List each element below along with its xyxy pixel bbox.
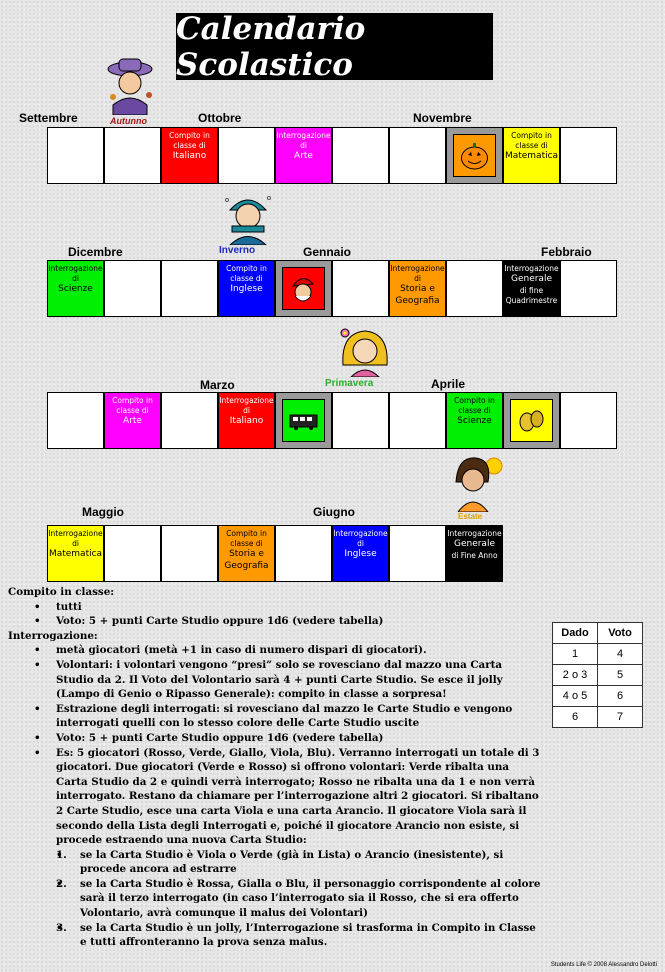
season-spring-label: Primavera [325,378,374,389]
board-space[interactable] [47,127,104,184]
step-text: se la Carta Studio è un jolly, l’Interrogazione si trasforma in Compito in Classe e tutti affronteranno la prova senza malus. [80,921,536,949]
board-space[interactable] [218,127,275,184]
compito-heading: Compito in classe: [8,586,115,598]
cell-subject: Matematica [48,549,103,560]
month-december: Dicembre [68,245,123,259]
board-space-easter[interactable] [503,392,560,449]
cell-line: Compito in [112,396,153,405]
cell-line: Generale [510,274,552,285]
cell-line: Interrogazione [276,131,331,140]
board-space[interactable] [104,525,161,582]
table-row [553,665,643,686]
board-space[interactable] [332,260,389,317]
board-space-compito-italiano[interactable] [161,127,218,184]
bus-icon [283,400,324,441]
board-space-compito-scienze[interactable] [446,392,503,449]
board-space[interactable] [560,127,617,184]
month-may: Maggio [82,505,124,519]
table-row [553,707,643,728]
board-space[interactable] [560,260,617,317]
cell-subject: Italiano [229,416,264,427]
cell-subject: Scienze [58,284,93,295]
month-october: Ottobre [198,111,242,125]
table-cell: 7 [598,707,643,728]
list-item: • Voto: 5 + punti Carte Studio oppure 1d6 (vedere tabella) [34,731,543,746]
board-space-interrogazione-storia-geografia[interactable] [389,260,446,317]
board-space[interactable] [161,392,218,449]
list-item: • Volontari: i volontari vengono “presi” solo se rovesciano dal mazzo una Carta Studio da 2. Il Voto del Volontario sarà 4 + punti Carte Studio. Se esce il jolly (Lampo di Genio o Ripasso Generale): compito in classe a sorpresa! [34,658,543,702]
board-space-christmas[interactable] [275,260,332,317]
table-cell: 4 [598,644,643,665]
cell-line: Interrogazione [390,264,445,273]
page-title: Calendario Scolastico [176,13,493,80]
board-space-compito-matematica[interactable] [503,127,560,184]
board-space[interactable] [446,260,503,317]
cell-subject: Scienze [457,416,492,427]
step-number: • 2. [56,877,67,890]
cell-line: di [243,406,250,416]
month-june: Giugno [313,505,355,519]
cell-subject: Storia e [229,549,264,560]
board-space-interrogazione-scienze[interactable] [47,260,104,317]
cell-subject: Matematica [504,151,559,162]
cell-line: Quadrimestre [505,295,558,305]
table-row [553,686,643,707]
cell-line: classe di [116,406,149,416]
example-text: Es: 5 giocatori (Rosso, Verde, Giallo, Viola, Blu). Verranno interrogati un totale di 3 giocatori. Due giocatori (Verde e Rosso) si offrono volontari: Verde ribalta una Carta Studio da 2 e quindi verrà interrogato; Rosso ne ribalta una da 1 e non verrà interrogato. Restano da chiamare per l’interrogazione altri 2 giocatori. Si ribaltano 2 Carte Studio, esce una carta Viola e una carta Arancio. Il giocatore Viola sarà il secondo della Lista degli Interrogati e, poiché il giocatore Arancio non esiste, si procede estraendo una nuova Carta Studio: [56,746,540,847]
compito-list [8,600,543,629]
cell-line: Interrogazione [219,396,274,405]
list-item [56,848,543,877]
list-item: • metà giocatori (metà +1 in caso di numero dispari di giocatori). [34,643,543,658]
list-item [56,877,543,921]
board-space-interrogazione-matematica[interactable] [47,525,104,582]
board-space[interactable] [389,525,446,582]
list-item: • Estrazione degli interrogati: si rovesciano dal mazzo le Carte Studio e vengono interrogati quelli con lo stesso colore delle Carte Studio uscite [34,702,543,731]
season-winter-label: Inverno [219,245,256,256]
cell-line: di fine [519,285,544,295]
table-cell: 6 [598,686,643,707]
dice-table [552,622,643,728]
board-space[interactable] [332,127,389,184]
board-space-halloween[interactable] [446,127,503,184]
cell-subject: Inglese [344,549,377,560]
cell-line: classe di [230,274,263,284]
cell-line: di [72,539,79,549]
cell-line: Interrogazione [48,264,103,273]
cell-line: di [300,141,307,151]
cell-subject: Italiano [172,151,207,162]
table-cell: 1 [553,644,598,665]
board-space-interrogazione-italiano[interactable] [218,392,275,449]
list-item [34,746,543,950]
month-january: Gennaio [303,245,352,259]
step-text: se la Carta Studio è Viola o Verde (già in Lista) o Arancio (inesistente), si procede ancora ad estrarre [80,848,504,876]
cell-line: classe di [515,141,548,151]
table-cell: 2 o 3 [553,665,598,686]
cell-line: classe di [458,406,491,416]
cell-line: classe di [230,539,263,549]
step-number: • 1. [56,848,67,861]
cell-subject: Geografia [395,295,440,306]
board-space-compito-storia-geografia[interactable] [218,525,275,582]
step-number: • 3. [56,921,67,934]
month-april: Aprile [431,377,466,391]
season-autumn-label: Autunno [110,116,147,126]
cell-line: Compito in [511,131,552,140]
cell-subject: Storia e [400,284,435,295]
month-september: Settembre [19,111,78,125]
table-header-row [553,623,643,644]
interrogazione-list [8,643,543,949]
cell-subject: Arte [294,151,313,162]
cell-line: Compito in [454,396,495,405]
board-space-interrogazione-generale-fine-anno[interactable] [446,525,503,582]
table-row [553,644,643,665]
cell-line: di [414,274,421,284]
board-space-compito-arte[interactable] [104,392,161,449]
cell-line: Interrogazione [504,264,559,273]
board-space-interrogazione-generale-quadrimestre[interactable] [503,260,560,317]
board-space[interactable] [332,392,389,449]
cell-subject: Geografia [224,560,269,571]
list-item: • Voto: 5 + punti Carte Studio oppure 1d6 (vedere tabella) [34,614,543,629]
table-cell: 5 [598,665,643,686]
table-cell: 4 o 5 [553,686,598,707]
interrogazione-heading: Interrogazione: [8,629,98,642]
board-space[interactable] [161,525,218,582]
cell-line: Generale [453,539,495,550]
cell-line: di [357,539,364,549]
winter-boy-illustration [222,190,274,245]
table-cell: 6 [553,707,598,728]
board-space-interrogazione-inglese[interactable] [332,525,389,582]
month-february: Febbraio [541,245,592,259]
board-space[interactable] [389,392,446,449]
cell-line: Interrogazione [333,529,388,538]
summer-girl-illustration [448,452,506,512]
table-header-voto: Voto [598,623,643,644]
cell-line: classe di [173,141,206,151]
cell-line: Compito in [226,264,267,273]
step-text: se la Carta Studio è Rossa, Gialla o Blu, il personaggio corrispondente al colore sarà il terzo interrogato (in caso l’interrogato sia il Rosso, che si era offerto Volontario, avrà comunque il malus dei Volontari) [80,877,541,920]
cell-line: Compito in [226,529,267,538]
cell-line: Interrogazione [447,529,502,538]
cell-subject: Arte [123,416,142,427]
table-header-dado: Dado [553,623,598,644]
credit-text: Students Life © 2008 Alessandro Delotti [550,962,657,968]
board-space[interactable] [161,260,218,317]
board-space-interrogazione-arte[interactable] [275,127,332,184]
list-item: • tutti [34,600,543,615]
month-march: Marzo [200,378,235,392]
cell-line: Compito in [169,131,210,140]
board-space-compito-inglese[interactable] [218,260,275,317]
board-space[interactable] [560,392,617,449]
example-steps [56,848,543,950]
easter-egg-icon [511,400,552,441]
board-space[interactable] [47,392,104,449]
month-november: Novembre [413,111,472,125]
board-space[interactable] [104,260,161,317]
cell-line: di [72,274,79,284]
spring-girl-illustration [337,325,393,377]
cell-line: Interrogazione [48,529,103,538]
board-space[interactable] [275,525,332,582]
list-item [56,921,543,950]
cell-subject: Inglese [230,284,263,295]
board-space-carnival[interactable] [275,392,332,449]
rules-text [8,585,543,950]
season-summer-label: Estate [458,512,483,521]
santa-icon [283,268,324,309]
board-space[interactable] [389,127,446,184]
board-space[interactable] [104,127,161,184]
cell-line: di Fine Anno [451,550,498,560]
pumpkin-icon [454,135,495,176]
autumn-girl-illustration [103,55,158,115]
